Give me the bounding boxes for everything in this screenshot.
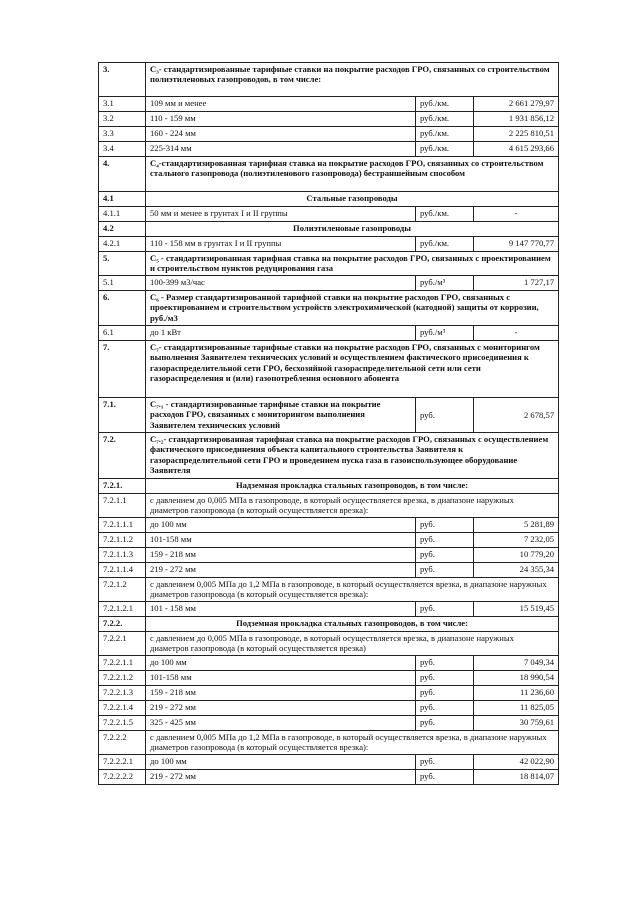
row-description: до 100 мм — [146, 518, 416, 533]
tariff-table-body — [99, 63, 559, 785]
row-unit: руб. — [416, 701, 474, 716]
table-row — [99, 686, 559, 701]
row-number: 4.2 — [99, 222, 146, 237]
table-row — [99, 770, 559, 785]
row-number: 7.2.1.2.1 — [99, 602, 146, 617]
row-value: - — [474, 207, 559, 222]
table-row — [99, 341, 559, 398]
row-unit: руб. — [416, 533, 474, 548]
row-value: 18 990,54 — [474, 671, 559, 686]
table-row — [99, 97, 559, 112]
row-unit: руб./км. — [416, 237, 474, 252]
row-description: до 100 мм — [146, 656, 416, 671]
row-description: с давлением до 0,005 МПа в газопроводе, в который осуществляется врезка, в диапазоне наружных диаметров газопровода (в который осуществляется врезка) — [146, 632, 559, 656]
row-unit: руб. — [416, 671, 474, 686]
row-number: 7.2.1.2 — [99, 578, 146, 602]
row-unit: руб. — [416, 398, 474, 433]
row-number: 7.2.2.2.1 — [99, 755, 146, 770]
row-number: 7.2. — [99, 433, 146, 479]
row-number: 7.2.1.1 — [99, 494, 146, 518]
row-description: С₅ - стандартизированная тарифная ставка на покрытие расходов ГРО, связанных с проектированием и строительством пунктов редуцирования газа — [146, 252, 559, 276]
table-row — [99, 157, 559, 192]
table-row — [99, 632, 559, 656]
row-unit: руб. — [416, 716, 474, 731]
table-row — [99, 207, 559, 222]
row-number: 7.1. — [99, 398, 146, 433]
row-value: 18 814,07 — [474, 770, 559, 785]
row-description: до 1 кВт — [146, 326, 416, 341]
row-number: 7. — [99, 341, 146, 398]
row-number: 5. — [99, 252, 146, 276]
row-description: С₆ - Размер стандартизированной тарифной ставки на покрытие расходов ГРО, связанных с проектированием и строительством устройств электрохимической (катодной) защиты от коррозии, руб./м3 — [146, 291, 559, 326]
row-value: 2 678,57 — [474, 398, 559, 433]
table-row — [99, 518, 559, 533]
row-number: 3.4 — [99, 142, 146, 157]
table-row — [99, 127, 559, 142]
table-row — [99, 192, 559, 207]
row-description: 160 - 224 мм — [146, 127, 416, 142]
row-description: 225-314 мм — [146, 142, 416, 157]
row-value: 24 355,34 — [474, 563, 559, 578]
table-row — [99, 326, 559, 341]
row-unit: руб./м³ — [416, 276, 474, 291]
row-description: 50 мм и менее в грунтах I и II группы — [146, 207, 416, 222]
row-number: 7.2.1.1.2 — [99, 533, 146, 548]
row-description: 101 - 158 мм — [146, 602, 416, 617]
table-row — [99, 112, 559, 127]
row-description: 219 - 272 мм — [146, 701, 416, 716]
row-description: 219 - 272 мм — [146, 563, 416, 578]
row-number: 7.2.2. — [99, 617, 146, 632]
row-description: Стальные газопроводы — [146, 192, 559, 207]
row-number: 7.2.2.1.2 — [99, 671, 146, 686]
table-row — [99, 548, 559, 563]
row-unit: руб./км. — [416, 112, 474, 127]
row-unit: руб. — [416, 656, 474, 671]
row-value: 1 931 856,12 — [474, 112, 559, 127]
table-row — [99, 63, 559, 97]
table-row — [99, 276, 559, 291]
row-value: 2 225 810,51 — [474, 127, 559, 142]
row-description: Надземная прокладка стальных газопроводов, в том числе: — [146, 479, 559, 494]
row-unit: руб. — [416, 518, 474, 533]
row-description: с давлением до 0,005 МПа в газопроводе, в который осуществляется врезка, в диапазоне наружных диаметров газопровода (в который осуществляется врезка): — [146, 494, 559, 518]
row-description: 101-158 мм — [146, 533, 416, 548]
row-number: 7.2.2.2 — [99, 731, 146, 755]
row-value: 15 519,45 — [474, 602, 559, 617]
row-number: 5.1 — [99, 276, 146, 291]
row-number: 7.2.1.1.4 — [99, 563, 146, 578]
row-value: 5 281,89 — [474, 518, 559, 533]
row-description: с давлением 0,005 МПа до 1,2 МПа в газопроводе, в который осуществляется врезка, в диапазоне наружных диаметров газопровода (в который осуществляется врезка): — [146, 731, 559, 755]
row-number: 4.2.1 — [99, 237, 146, 252]
table-row — [99, 701, 559, 716]
row-unit: руб. — [416, 563, 474, 578]
row-number: 3.2 — [99, 112, 146, 127]
row-unit: руб. — [416, 602, 474, 617]
row-description: Полиэтиленовые газопроводы — [146, 222, 559, 237]
table-row — [99, 671, 559, 686]
row-number: 4.1.1 — [99, 207, 146, 222]
row-description: 159 - 218 мм — [146, 548, 416, 563]
row-value: 1 727,17 — [474, 276, 559, 291]
row-number: 7.2.1. — [99, 479, 146, 494]
table-row — [99, 494, 559, 518]
table-row — [99, 398, 559, 433]
table-row — [99, 578, 559, 602]
row-number: 3. — [99, 63, 146, 97]
row-number: 7.2.1.1.1 — [99, 518, 146, 533]
row-description: с давлением 0,005 МПа до 1,2 МПа в газопроводе, в который осуществляется врезка, в диапазоне наружных диаметров газопровода (в который осуществляется врезка): — [146, 578, 559, 602]
table-row — [99, 755, 559, 770]
row-value: 30 759,61 — [474, 716, 559, 731]
row-value: 9 147 770,77 — [474, 237, 559, 252]
row-number: 3.1 — [99, 97, 146, 112]
row-description: Подземная прокладка стальных газопроводов, в том числе: — [146, 617, 559, 632]
row-unit: руб./м³ — [416, 326, 474, 341]
row-description: С₇.₁ - стандартизированные тарифные ставки на покрытие расходов ГРО, связанных с мониторингом выполнения Заявителем технических условий — [146, 398, 416, 433]
row-number: 7.2.2.1.4 — [99, 701, 146, 716]
row-number: 6. — [99, 291, 146, 326]
table-row — [99, 602, 559, 617]
table-row — [99, 142, 559, 157]
row-description: 325 - 425 мм — [146, 716, 416, 731]
row-description: до 100 мм — [146, 755, 416, 770]
row-value: 7 232,05 — [474, 533, 559, 548]
table-row — [99, 533, 559, 548]
row-description: 219 - 272 мм — [146, 770, 416, 785]
row-unit: руб./км. — [416, 127, 474, 142]
row-unit: руб. — [416, 755, 474, 770]
row-value: 10 779,20 — [474, 548, 559, 563]
row-number: 7.2.1.1.3 — [99, 548, 146, 563]
row-value: 42 022,90 — [474, 755, 559, 770]
row-number: 7.2.2.1.3 — [99, 686, 146, 701]
row-description: С₇- стандартизированные тарифные ставки на покрытие расходов ГРО, связанных с мониторингом выполнения Заявителем технических условий и осуществлением фактического присоединения к газораспределительной сети ГРО, бесхозяйной газораспределительной сети или сети газораспределения и (или) газопотребления основного абонента — [146, 341, 559, 398]
table-row — [99, 433, 559, 479]
tariff-table — [98, 62, 559, 785]
table-row — [99, 252, 559, 276]
row-description: С₃- стандартизированные тарифные ставки на покрытие расходов ГРО, связанных со строительством полиэтиленовых газопроводов, в том числе: — [146, 63, 559, 97]
row-unit: руб. — [416, 548, 474, 563]
row-description: 109 мм и менее — [146, 97, 416, 112]
row-unit: руб. — [416, 770, 474, 785]
row-number: 4.1 — [99, 192, 146, 207]
table-row — [99, 716, 559, 731]
table-row — [99, 617, 559, 632]
row-unit: руб./км. — [416, 207, 474, 222]
row-unit: руб. — [416, 686, 474, 701]
row-value: 4 615 293,66 — [474, 142, 559, 157]
table-row — [99, 222, 559, 237]
row-description: 101-158 мм — [146, 671, 416, 686]
row-number: 7.2.2.1 — [99, 632, 146, 656]
row-number: 6.1 — [99, 326, 146, 341]
row-number: 7.2.2.2.2 — [99, 770, 146, 785]
row-unit: руб./км. — [416, 142, 474, 157]
table-row — [99, 479, 559, 494]
row-description: С₇.₂- стандартизированная тарифная ставка на покрытие расходов ГРО, связанных с осуществлением фактического присоединения объекта капитального строительства Заявителя к газораспределительной сети ГРО и проведением пуска газа в газоиспользующее оборудование Заявителя — [146, 433, 559, 479]
table-row — [99, 563, 559, 578]
row-value: 7 049,34 — [474, 656, 559, 671]
row-value: 2 661 279,97 — [474, 97, 559, 112]
row-value: - — [474, 326, 559, 341]
row-description: 159 - 218 мм — [146, 686, 416, 701]
row-description: 110 - 158 мм в грунтах I и II группы — [146, 237, 416, 252]
row-number: 7.2.2.1.1 — [99, 656, 146, 671]
table-row — [99, 731, 559, 755]
table-row — [99, 291, 559, 326]
table-row — [99, 656, 559, 671]
row-value: 11 236,60 — [474, 686, 559, 701]
row-unit: руб./км. — [416, 97, 474, 112]
row-description: 100-399 м3/час — [146, 276, 416, 291]
row-description: С₄-стандартизированная тарифная ставка на покрытие расходов ГРО, связанных со строительством стального газопровода (полиэтиленового газопровода) бестраншейным способом — [146, 157, 559, 192]
row-description: 110 - 159 мм — [146, 112, 416, 127]
row-number: 4. — [99, 157, 146, 192]
row-number: 3.3 — [99, 127, 146, 142]
row-value: 11 825,05 — [474, 701, 559, 716]
table-row — [99, 237, 559, 252]
row-number: 7.2.2.1.5 — [99, 716, 146, 731]
